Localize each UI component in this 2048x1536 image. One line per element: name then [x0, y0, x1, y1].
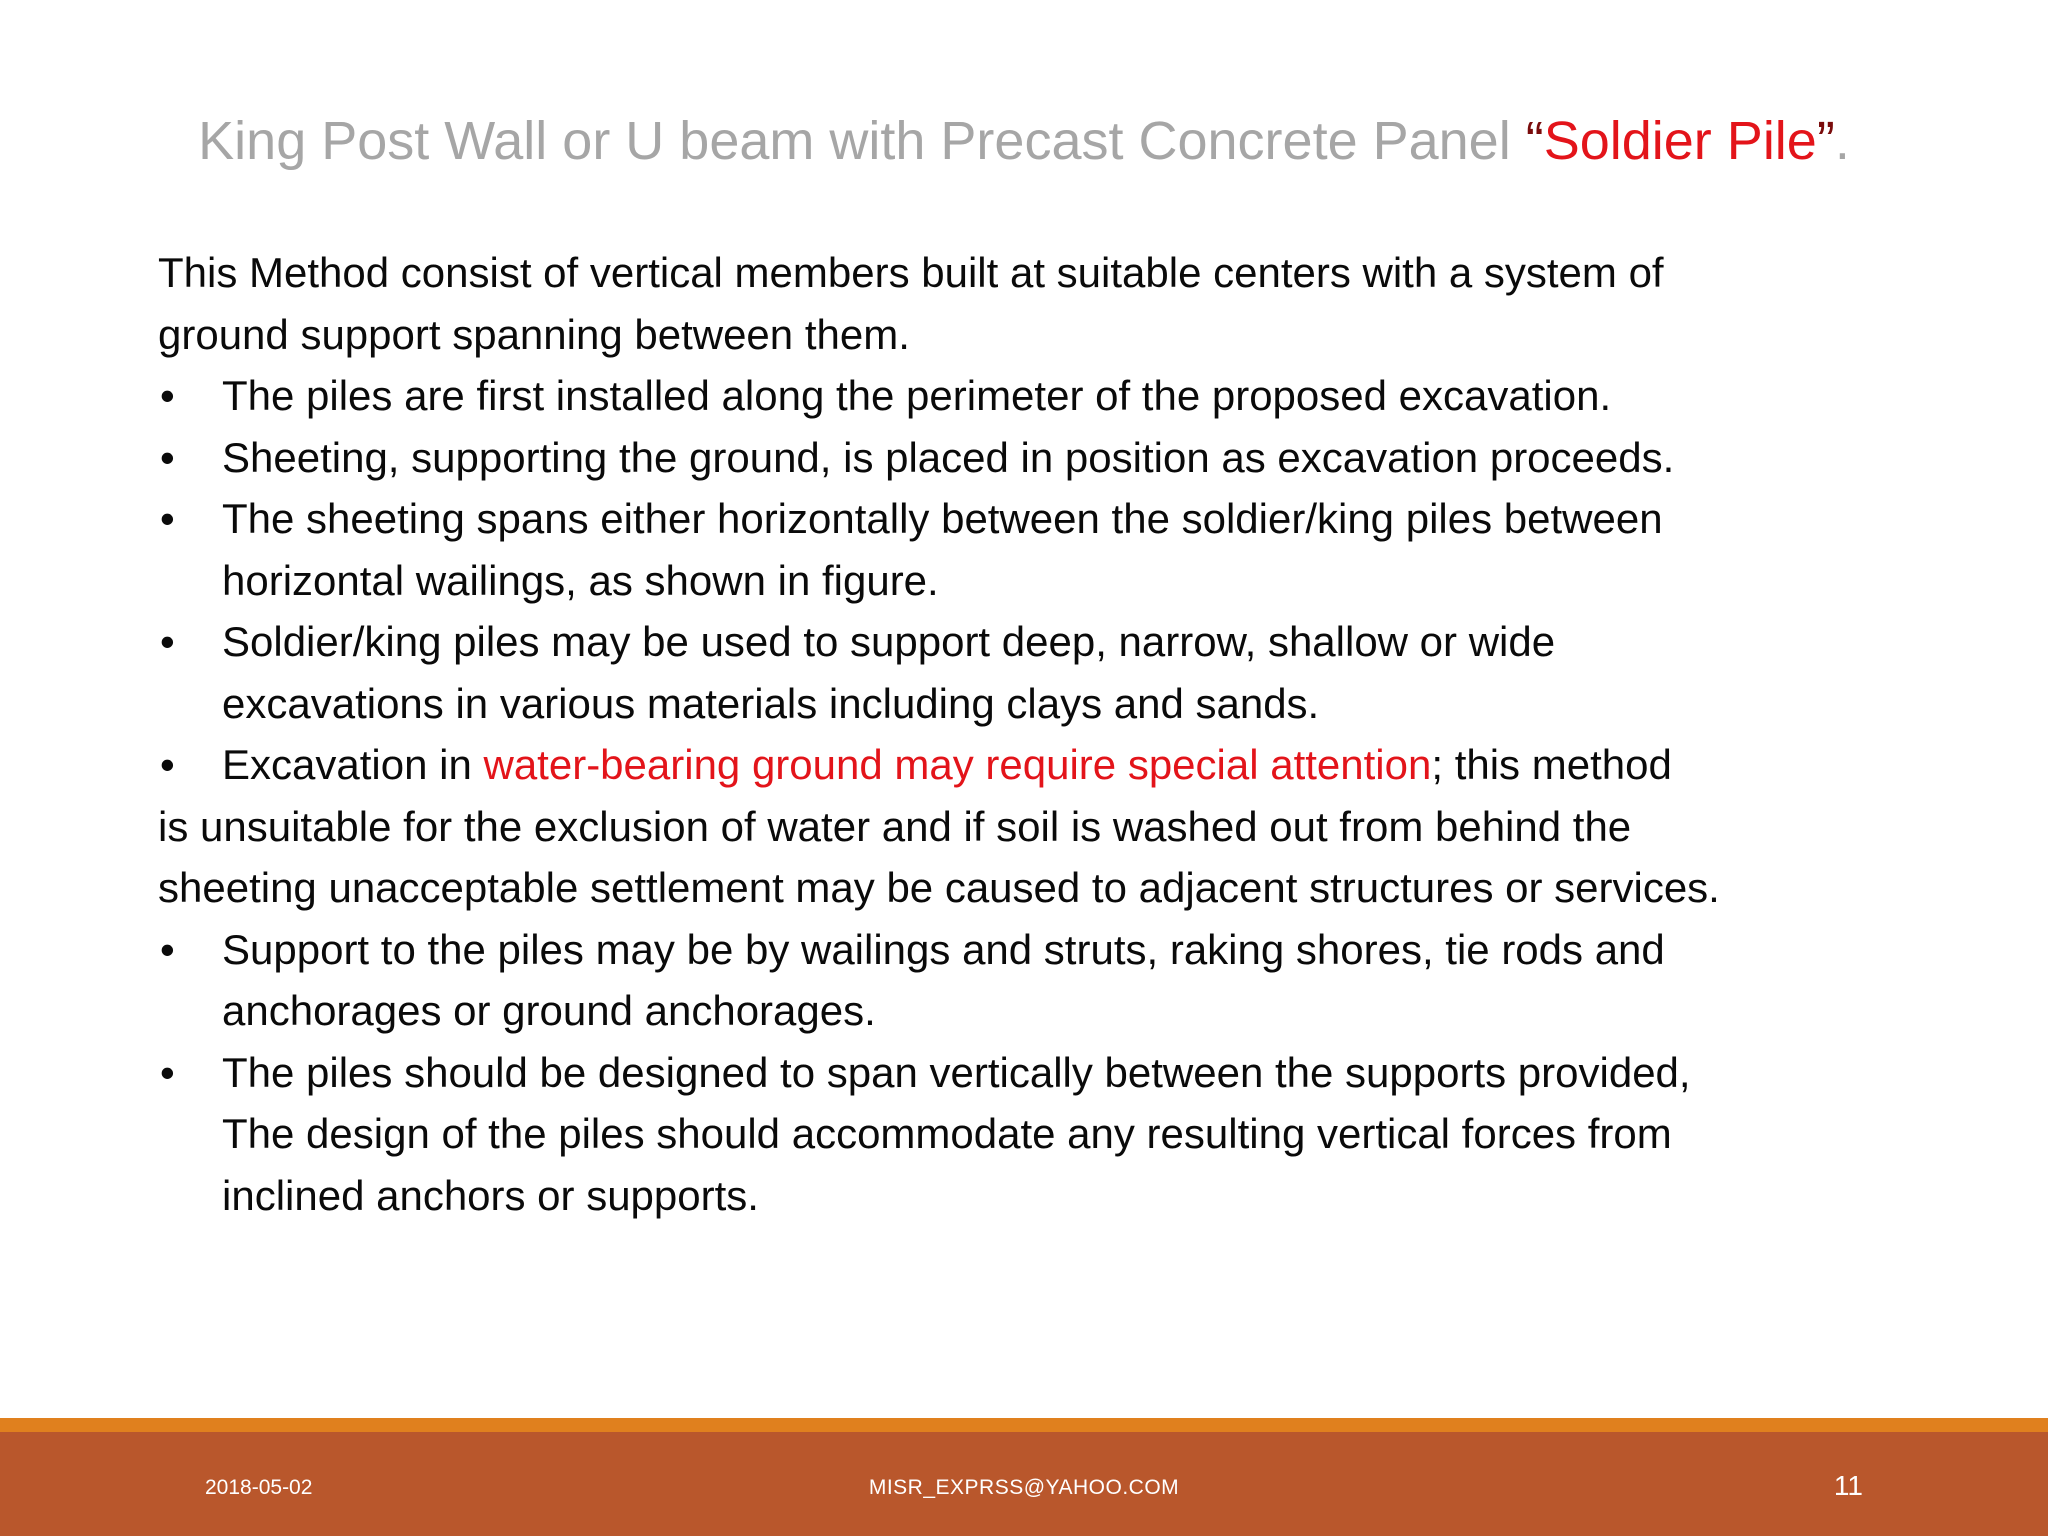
title-period: .	[1834, 111, 1850, 171]
footer-email: MISR_EXPRSS@YAHOO.COM	[868, 1476, 1180, 1499]
bullet-line: Sheeting, supporting the ground, is placed in position as excavation proceeds.	[222, 433, 1675, 481]
bullet-dot: •	[160, 433, 175, 481]
bullet-line: inclined anchors or supports.	[222, 1171, 759, 1219]
bullet-line: The sheeting spans either horizontally between the soldier/king piles between	[222, 495, 1663, 542]
bullet-line: The design of the piles should accommodate any resulting vertical forces from	[222, 1110, 1672, 1157]
bullet-line: Support to the piles may be by wailings and struts, raking shores, tie rods and	[222, 925, 1665, 973]
title-highlight: Soldier Pile	[1543, 111, 1817, 171]
slide-body	[158, 242, 2008, 1226]
intro-line: This Method consist of vertical members built at suitable centers with a system of	[158, 249, 1664, 296]
footer-date: 2018-05-02	[205, 1476, 313, 1499]
excavation-highlight: water-bearing ground may require special attention	[483, 741, 1432, 788]
bullet-item	[158, 365, 2008, 427]
bullet-item	[158, 1042, 2008, 1227]
bullet-dot: •	[160, 925, 175, 973]
title-main: King Post Wall or U beam with Precast Concrete Panel	[198, 111, 1526, 171]
bullet-line: excavations in various materials including clays and sands.	[222, 679, 1320, 727]
bullet-line	[222, 734, 2008, 796]
bullet-item	[158, 919, 2008, 1042]
bullet-dot: •	[160, 1048, 175, 1096]
bullet-line: anchorages or ground anchorages.	[222, 987, 876, 1034]
bullet-item-excavation	[158, 734, 2008, 796]
bullet-dot: •	[160, 618, 175, 665]
bullet-item	[158, 427, 2008, 489]
bullet-dot: •	[160, 495, 175, 542]
bullet-line: Soldier/king piles may be used to support deep, narrow, shallow or wide	[222, 618, 1556, 665]
bullet-line: The piles are first installed along the perimeter of the proposed excavation.	[222, 372, 1612, 419]
page-number: 11	[1833, 1470, 1863, 1501]
excavation-prefix: Excavation in	[222, 741, 484, 788]
title-open-quote: “	[1525, 111, 1544, 171]
bullet-line: horizontal wailings, as shown in figure.	[222, 556, 939, 604]
bullet-item	[158, 488, 2008, 611]
slide-title	[0, 108, 2048, 174]
bullet-dot: •	[160, 741, 175, 788]
bullet-line: The piles should be designed to span vertically between the supports provided,	[222, 1048, 1691, 1096]
footer-accent-stripe	[0, 1418, 2048, 1432]
bullet-item	[158, 611, 2008, 734]
bullet-dot: •	[160, 372, 175, 419]
excavation-continuation: sheeting unacceptable settlement may be caused to adjacent structures or services.	[158, 864, 1720, 911]
excavation-suffix: ; this method	[1431, 741, 1672, 788]
excavation-continuation: is unsuitable for the exclusion of water and if soil is washed out from behind the	[158, 802, 1632, 850]
footer	[0, 1432, 2048, 1536]
intro-line: ground support spanning between them.	[158, 310, 910, 358]
title-close-quote: ”	[1816, 111, 1835, 171]
